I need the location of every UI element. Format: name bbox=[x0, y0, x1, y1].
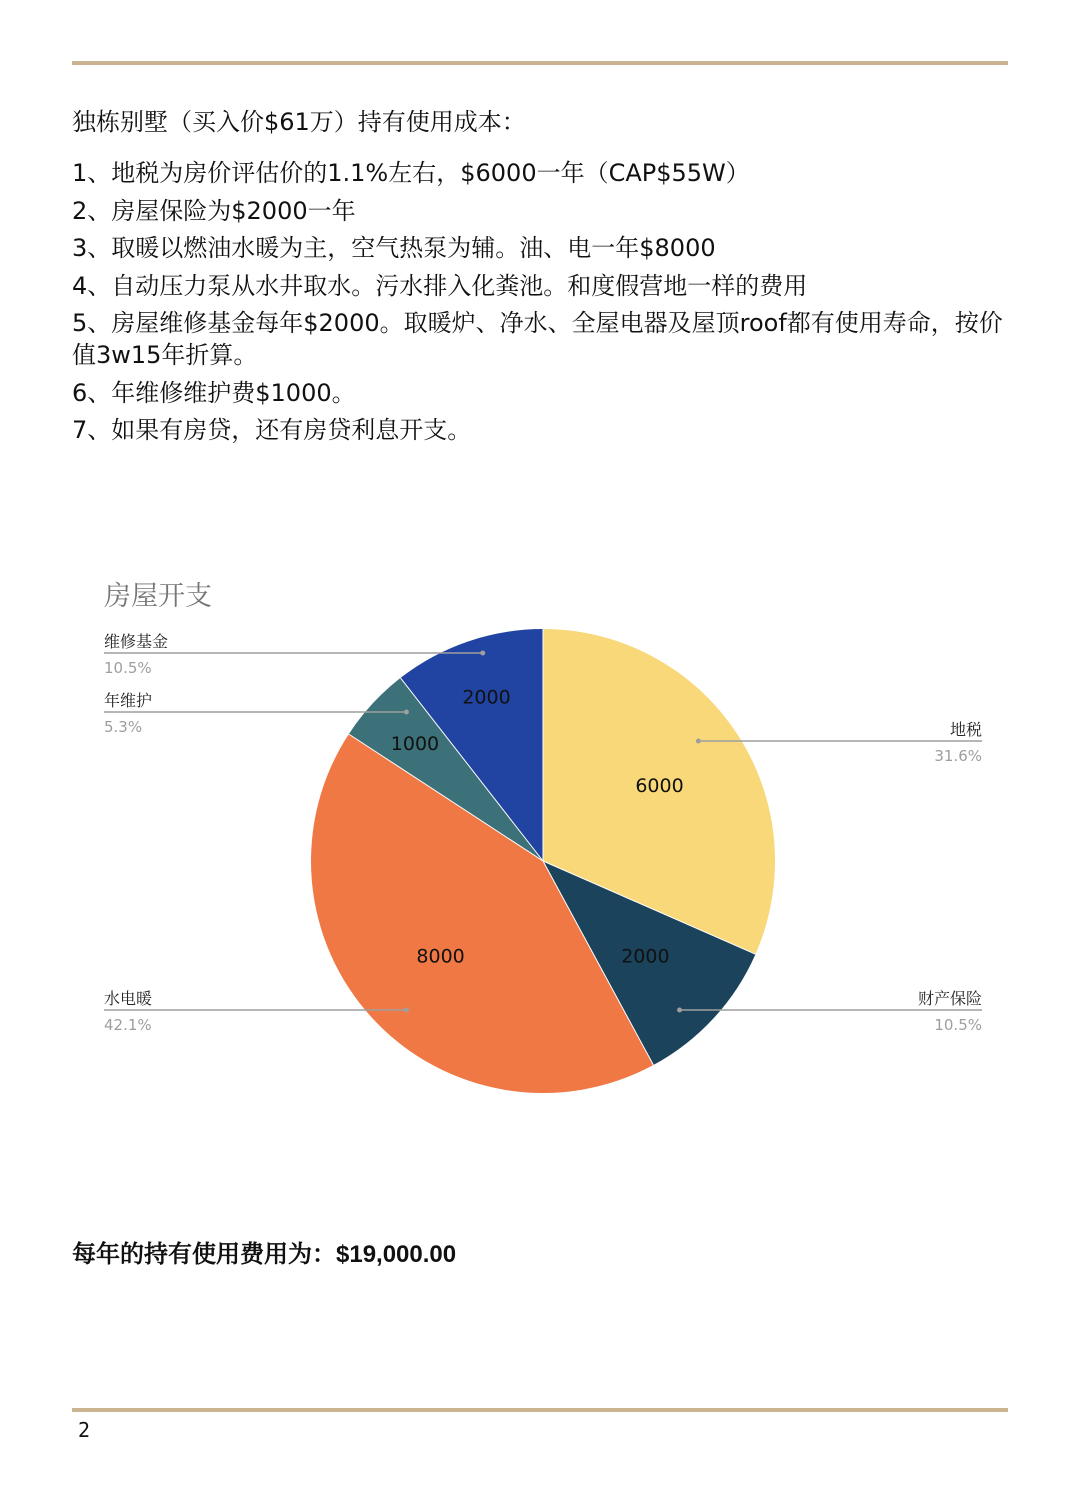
legend-percent: 31.6% bbox=[934, 747, 982, 765]
slice-value-label: 2000 bbox=[621, 945, 670, 968]
legend-percent: 42.1% bbox=[104, 1016, 152, 1034]
slice-value-label: 1000 bbox=[390, 733, 440, 756]
list-item: 4、自动压力泵从水井取水。污水排入化粪池。和度假营地一样的费用 bbox=[72, 271, 808, 300]
legend-name: 地税 bbox=[949, 720, 982, 739]
bottom-divider bbox=[72, 1408, 1008, 1412]
slice-value-label: 6000 bbox=[635, 774, 684, 797]
legend-percent: 10.5% bbox=[934, 1016, 982, 1034]
annual-total: 每年的持有使用费用为：$19,000.00 bbox=[72, 1241, 457, 1268]
legend-name: 年维护 bbox=[104, 691, 153, 710]
list-item: 6、年维修维护费$1000。 bbox=[72, 378, 356, 407]
legend-name: 财产保险 bbox=[917, 989, 982, 1008]
list-item: 3、取暖以燃油水暖为主，空气热泵为辅。油、电一年$8000 bbox=[72, 234, 716, 262]
slice-value-label: 2000 bbox=[462, 686, 511, 709]
legend-name: 水电暖 bbox=[104, 989, 153, 1008]
chart-title: 房屋开支 bbox=[104, 581, 212, 612]
legend-name: 维修基金 bbox=[104, 632, 169, 651]
slice-value-label: 8000 bbox=[416, 945, 465, 968]
pie-slices bbox=[311, 629, 775, 1093]
list-item: 7、如果有房贷，还有房贷利息开支。 bbox=[72, 416, 472, 444]
legend-percent: 5.3% bbox=[104, 718, 143, 736]
page-number: 2 bbox=[78, 1418, 91, 1442]
list-item: 5、房屋维修基金每年$2000。取暖炉、净水、全屋电器及屋顶roof都有使用寿命，按价值3w15年折算。 bbox=[72, 309, 1003, 369]
section-heading: 独栋别墅（买入价$61万）持有使用成本： bbox=[72, 108, 526, 136]
legend-percent: 10.5% bbox=[104, 659, 152, 677]
list-item: 2、房屋保险为$2000一年 bbox=[72, 196, 356, 225]
list-item: 1、地税为房价评估价的1.1%左右，$6000一年（CAP$55W） bbox=[72, 159, 750, 187]
